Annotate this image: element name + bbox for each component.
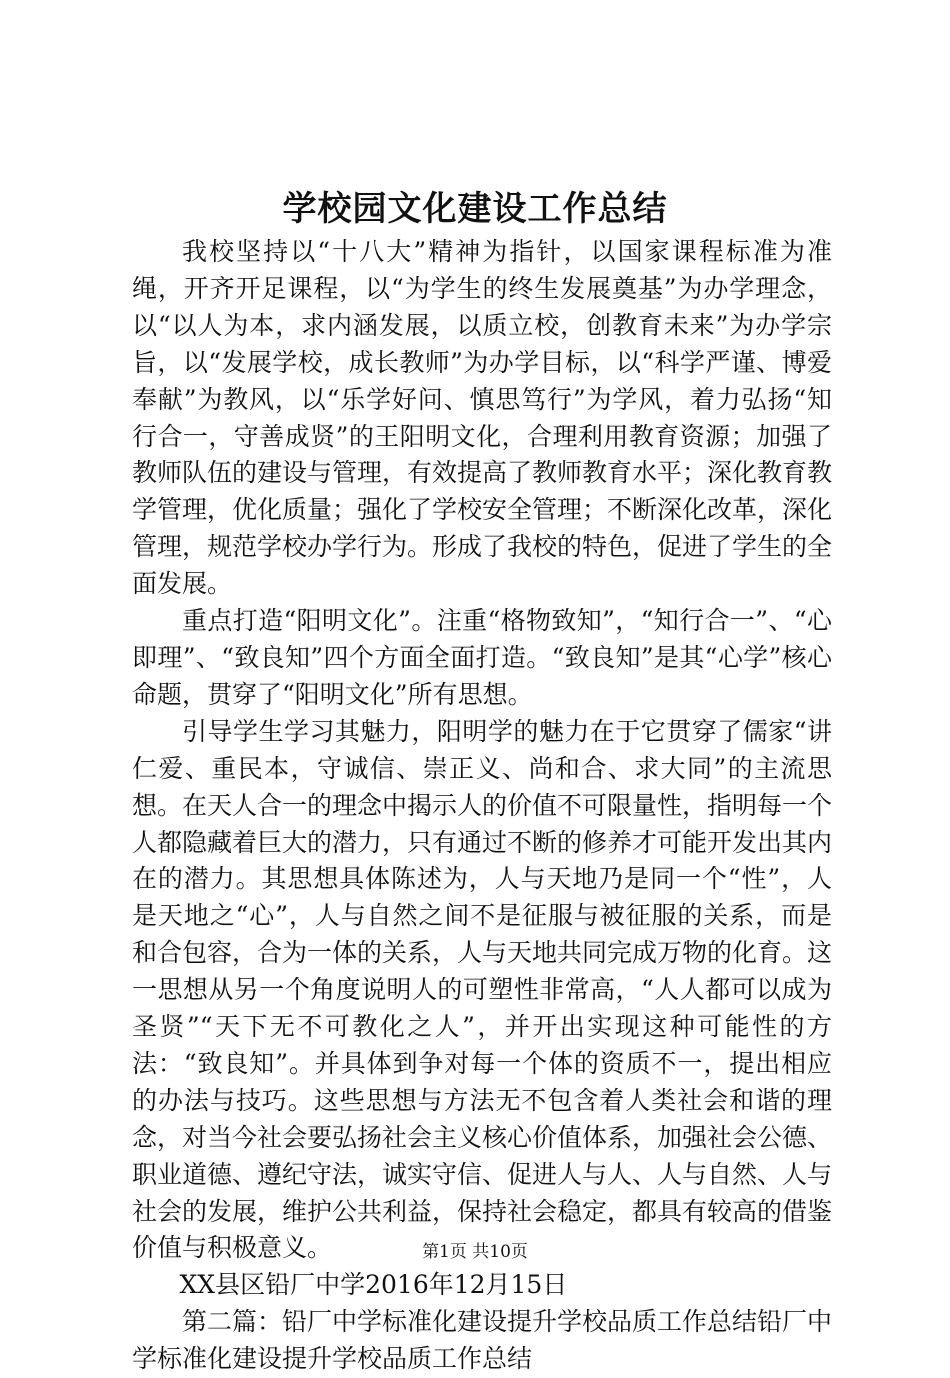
paragraph-second-article: 第二篇：铅厂中学标准化建设提升学校品质工作总结铅厂中学标准化建设提升学校品质工作总结 [132,1307,833,1374]
document-title: 学校园文化建设工作总结 [282,189,668,229]
paragraph-intro: 我校坚持以“十八大”精神为指针，以国家课程标准为准绳，开齐开足课程，以“为学生的终生发展奠基”为办学理念，以“以人为本，求内涵发展，以质立校，创教育未来”为办学宗旨，以“发展学校，成长教师”为办学目标，以“科学严谨、博爱奉献”为教风，以“乐学好问、慎思笃行”为学风，着力弘扬“知行合一，守善成贤”的王阳明文化，合理利用教育资源；加强了教师队伍的建设与管理，有效提高了教师教育水平；深化教育教学管理，优化质量；强化了学校安全管理；不断深化改革，深化管理，规范学校办学行为。形成了我校的特色，促进了学生的全面发展。 [132,237,833,599]
paragraph-guide-students: 引导学生学习其魅力，阳明学的魅力在于它贯穿了儒家“讲仁爱、重民本，守诚信、崇正义、尚和合、求大同”的主流思想。在天人合一的理念中揭示人的价值不可限量性，指明每一个人都隐藏着巨大的潜力，只有通过不断的修养才可能开发出其内在的潜力。其思想具体陈述为，人与天地乃是同一个“性”，人是天地之“心”，人与自然之间不是征服与被征服的关系，而是和合包容，合为一体的关系，人与天地共同完成万物的化育。这一思想从另一个角度说明人的可塑性非常高，“人人都可以成为圣贤”“天下无不可教化之人”，并开出实现这种可能性的方法：“致良知”。并具体到争对每一个体的资质不一，提出相应的办法与技巧。这些思想与方法无不包含着人类社会和谐的理念，对当今社会要弘扬社会主义核心价值体系，加强社会公德、职业道德、遵纪守法，诚实守信、促进人与人、人与自然、人与社会的发展，维护公共利益，保持社会稳定，都具有较高的借鉴价值与积极意义。 [132,716,833,1263]
paragraph-yangming-culture: 重点打造“阳明文化”。注重“格物致知”，“知行合一”、“心即理”、“致良知”四个方面全面打造。“致良知”是其“心学”核心命题，贯穿了“阳明文化”所有思想。 [132,606,832,709]
signature-date: XX县区铅厂中学2016年12月15日 [179,1270,568,1300]
document-body [132,234,832,1378]
page-footer: 第1页 共10页 [422,1242,528,1262]
